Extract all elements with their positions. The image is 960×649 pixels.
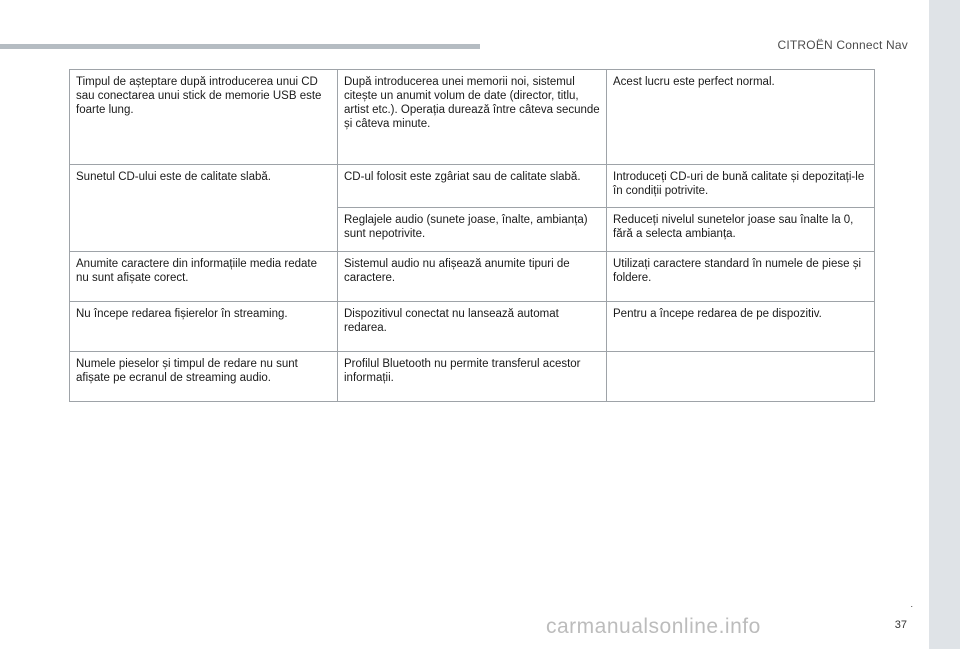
solution-cell: Utilizați caractere standard în numele de piese și foldere.	[607, 252, 875, 302]
table-row	[70, 352, 875, 402]
header-title: CITROËN Connect Nav	[777, 38, 908, 52]
footer-watermark: carmanualsonline.info	[546, 615, 761, 638]
solution-cell: Reduceți nivelul sunetelor joase sau înalte la 0, fără a selecta ambianța.	[607, 208, 875, 252]
problem-cell: Sunetul CD-ului este de calitate slabă.	[70, 165, 338, 252]
page-number: 37	[894, 619, 907, 631]
cause-cell: Reglajele audio (sunete joase, înalte, ambianța) sunt nepotrivite.	[338, 208, 607, 252]
table-row	[70, 302, 875, 352]
cause-cell: Profilul Bluetooth nu permite transferul acestor informații.	[338, 352, 607, 402]
side-band	[929, 0, 960, 649]
problem-cell: Timpul de așteptare după introducerea unui CD sau conectarea unui stick de memorie USB este foarte lung.	[70, 70, 338, 165]
header-rule	[0, 44, 480, 49]
cause-cell: După introducerea unei memorii noi, sistemul citește un anumit volum de date (director, titlu, artist etc.). Operația durează între câteva secunde și câteva minute.	[338, 70, 607, 165]
page-marker: .	[910, 599, 913, 609]
table-row	[70, 165, 875, 208]
solution-cell	[607, 352, 875, 402]
cause-cell: Dispozitivul conectat nu lansează automat redarea.	[338, 302, 607, 352]
problem-cell: Numele pieselor și timpul de redare nu sunt afișate pe ecranul de streaming audio.	[70, 352, 338, 402]
cause-cell: CD-ul folosit este zgâriat sau de calitate slabă.	[338, 165, 607, 208]
problem-cell: Nu începe redarea fișierelor în streaming.	[70, 302, 338, 352]
troubleshooting-table	[69, 69, 875, 402]
solution-cell: Introduceți CD-uri de bună calitate și depozitați-le în condiții potrivite.	[607, 165, 875, 208]
table-row	[70, 252, 875, 302]
problem-cell: Anumite caractere din informațiile media redate nu sunt afișate corect.	[70, 252, 338, 302]
solution-cell: Pentru a începe redarea de pe dispozitiv.	[607, 302, 875, 352]
table-row	[70, 70, 875, 165]
solution-cell: Acest lucru este perfect normal.	[607, 70, 875, 165]
cause-cell: Sistemul audio nu afișează anumite tipuri de caractere.	[338, 252, 607, 302]
